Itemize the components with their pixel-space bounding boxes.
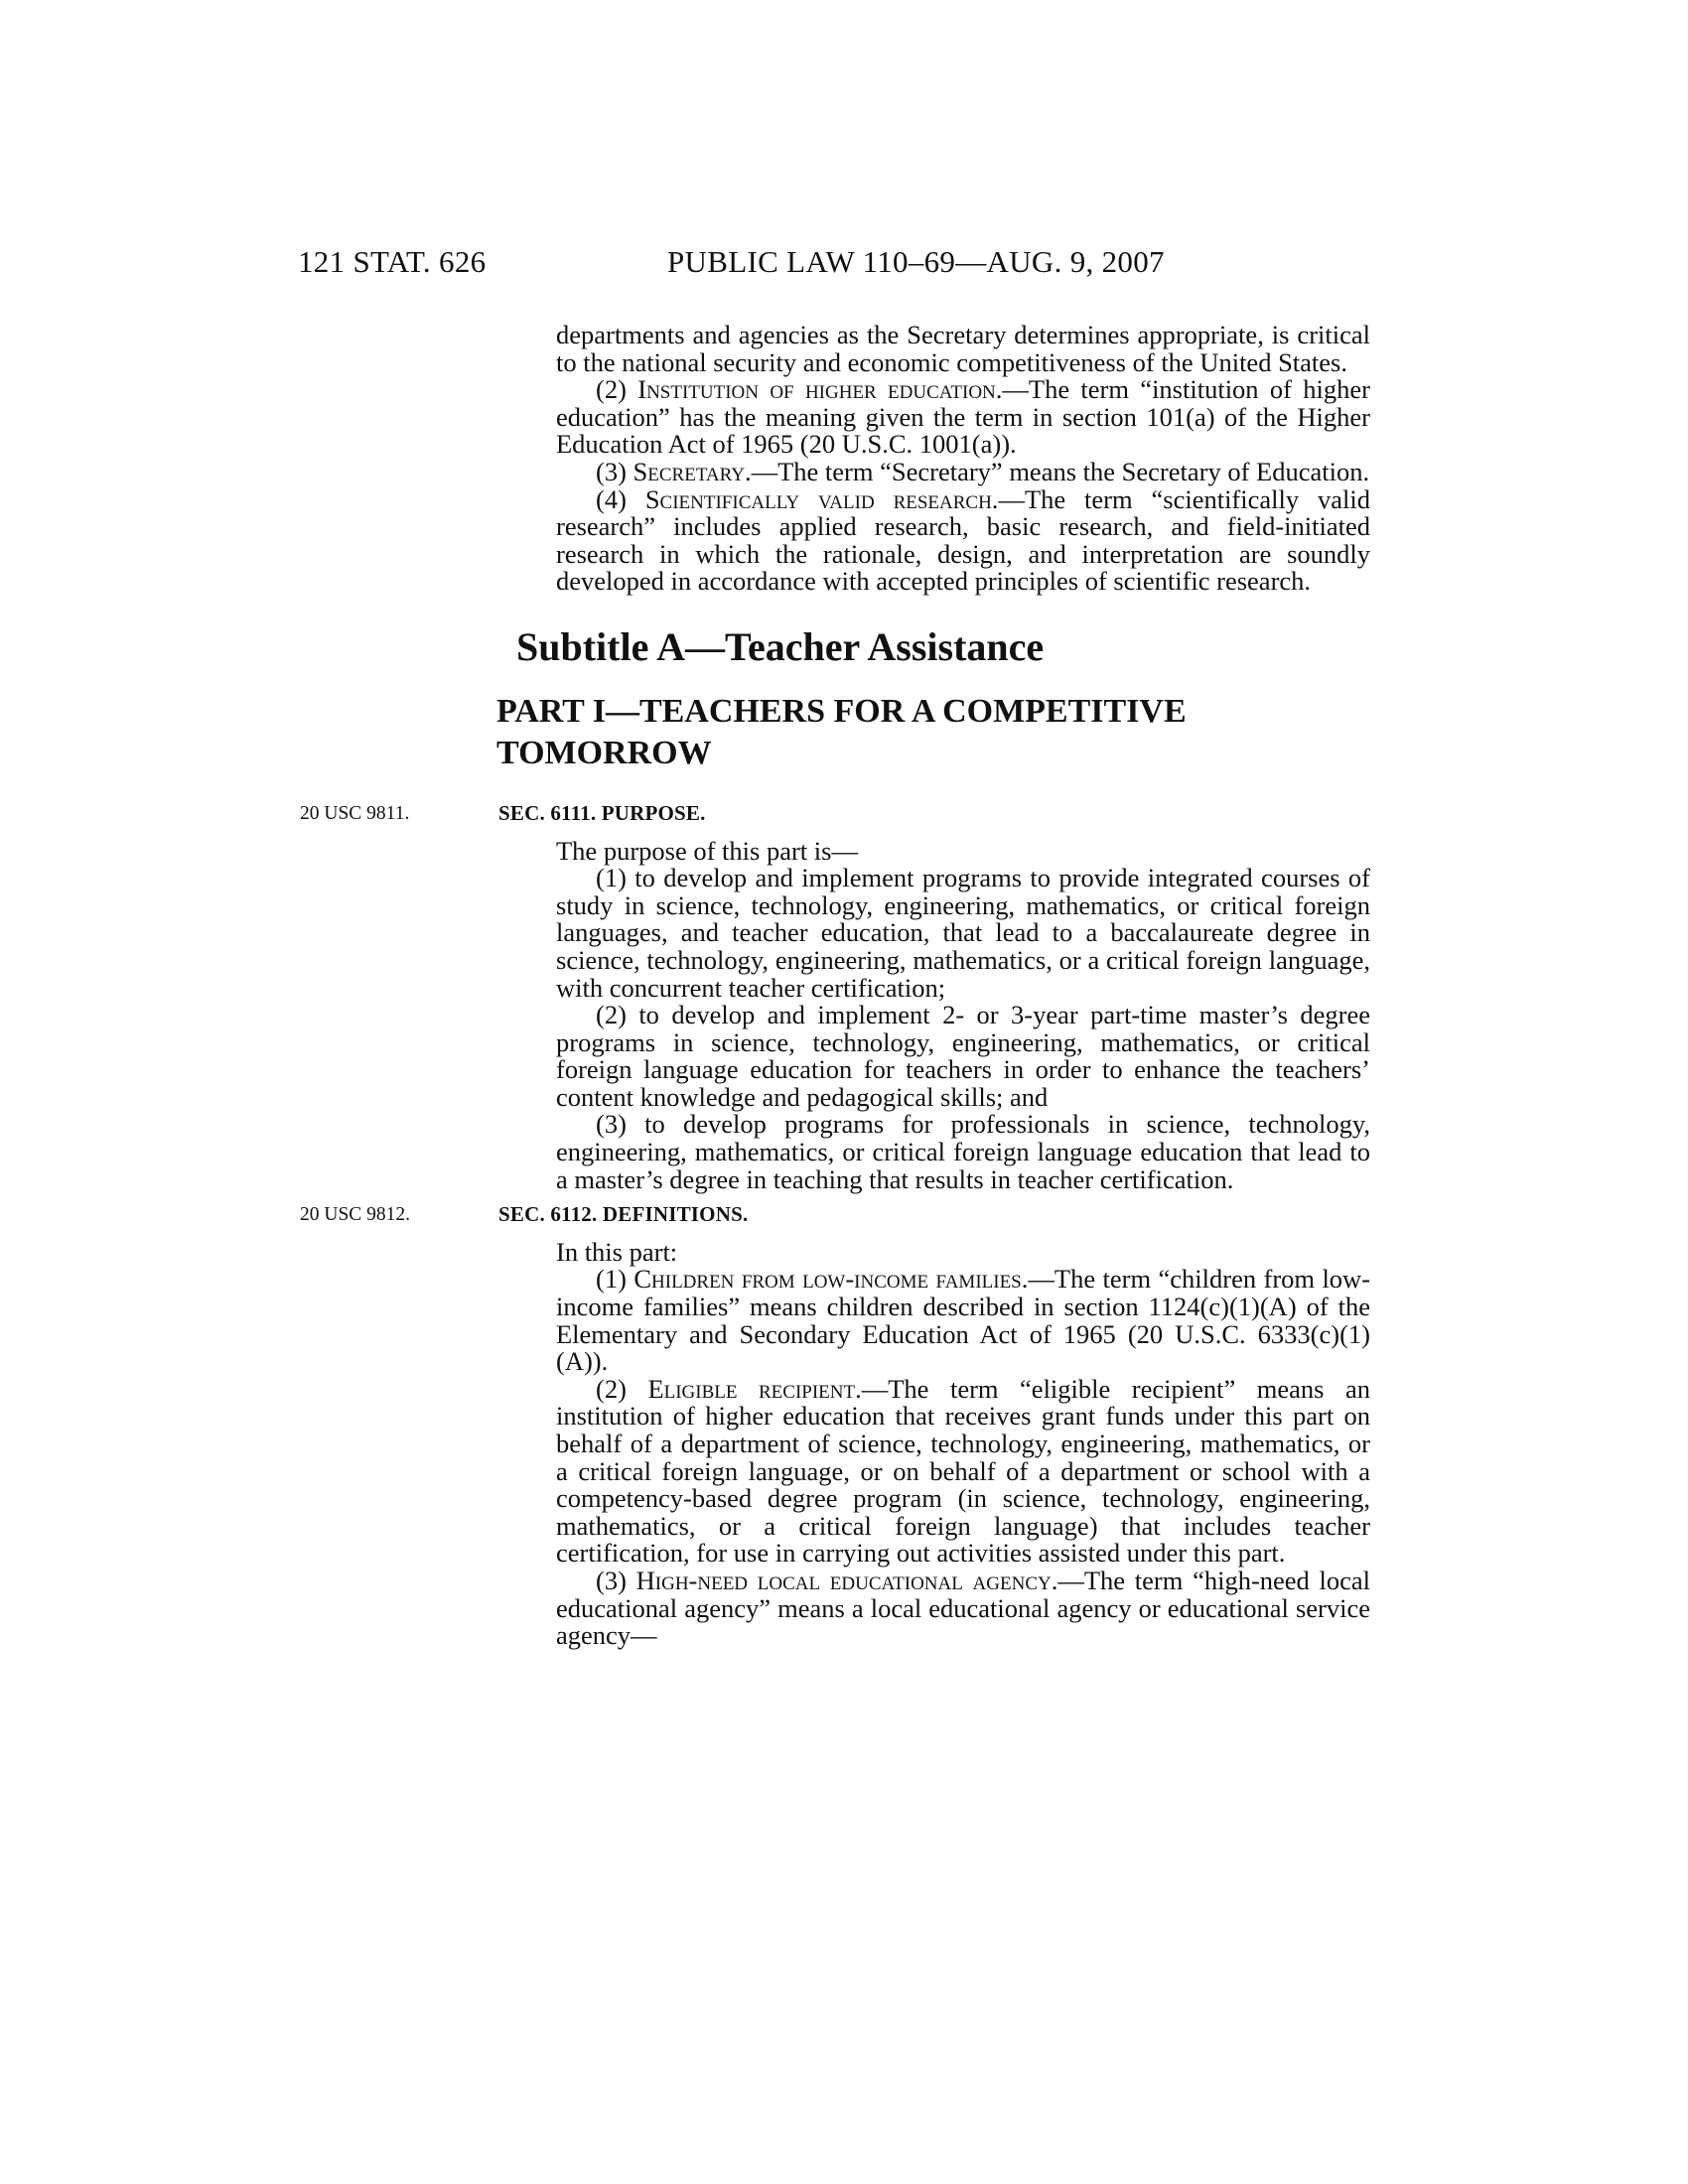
definition-text: —The term “high-need local educational agency” means a local educational agency or educational service agency— xyxy=(556,1565,1371,1651)
part-heading xyxy=(496,691,1430,774)
definition-term: Scientifically valid research. xyxy=(644,483,999,514)
definitions-list xyxy=(556,1266,1370,1649)
purpose-item: (2) to develop and implement 2- or 3-year part-time master’s degree programs in science, technology, engineering, mathematics, or critical foreign language education for teachers in order to enhance the teachers’ content knowledge and pedagogical skills; and xyxy=(556,1000,1370,1112)
section-heading: SEC. 6111. PURPOSE. xyxy=(498,800,706,825)
definition-number: (3) xyxy=(596,1565,627,1595)
law-title-header: PUBLIC LAW 110–69—AUG. 9, 2007 xyxy=(667,244,1165,279)
definition-number: (1) xyxy=(596,1264,627,1295)
section-heading: SEC. 6112. DEFINITIONS. xyxy=(498,1202,749,1227)
margin-citation: 20 USC 9812. xyxy=(300,1204,411,1226)
margin-citation: 20 USC 9811. xyxy=(300,802,410,824)
purpose-item: (3) to develop programs for professionals in science, technology, engineering, mathematics, or critical foreign language education that lead to a master’s degree in teaching that results in teacher certification. xyxy=(556,1109,1370,1194)
definition-institution xyxy=(556,376,1370,459)
subtitle-heading: Subtitle A—Teacher Assistance xyxy=(516,623,1045,669)
definition-secretary xyxy=(556,456,1370,486)
definition-term: Institution of higher education. xyxy=(637,374,1003,405)
body-column xyxy=(300,320,1371,1651)
part-heading-line2: TOMORROW xyxy=(496,734,712,771)
stat-page-number: 121 STAT. 626 xyxy=(298,244,487,279)
definition-term: Eligible recipient. xyxy=(647,1373,862,1404)
definition-text: —The term “Secretary” means the Secretary of Education. xyxy=(751,456,1370,486)
definition-term: Children from low-income families. xyxy=(633,1264,1029,1295)
definition-scientifically-valid-research xyxy=(556,483,1370,597)
part-heading-line1: PART I—TEACHERS FOR A COMPETITIVE xyxy=(496,692,1187,730)
running-header xyxy=(298,244,1390,284)
section-6112 xyxy=(300,1201,1370,1229)
definition-item xyxy=(556,1373,1371,1569)
purpose-item: (1) to develop and implement programs to provide integrated courses of study in science, technology, engineering, mathematics, or critical foreign languages, and teacher education, that lead to a baccalaureate degree in science, technology, engineering, mathematics, or a critical foreign language, with concurrent teacher certification; xyxy=(556,863,1370,1003)
definition-item xyxy=(556,1565,1371,1651)
definition-item xyxy=(556,1266,1370,1375)
continued-paragraph: departments and agencies as the Secretary determines appropriate, is critical to the national security and economic competitiveness of the United States. xyxy=(556,320,1370,377)
definition-text: —The term “children from low-income families” means children described in section 1124(c)(1)(A) of the Elementary and Secondary Education Act of 1965 (20 U.S.C. 6333(c)(1)(A)). xyxy=(556,1264,1371,1377)
definition-text: —The term “scientifically valid research” includes applied research, basic research, and field-initiated research in which the rationale, design, and interpretation are soundly developed in accordance with accepted principles of scientific research. xyxy=(556,483,1370,597)
section-intro: The purpose of this part is— xyxy=(556,835,858,866)
definition-number: (2) xyxy=(596,1373,627,1404)
section-intro: In this part: xyxy=(556,1236,678,1267)
definition-term: High-need local educational agency. xyxy=(635,1565,1058,1595)
definition-text: —The term “eligible recipient” means an institution of higher education that receives grant funds under this part on behalf of a department of science, technology, engineering, mathematics, or a critical foreign language, or on behalf of a department or school with a competency-based degree program (in science, technology, engineering, mathematics, or a critical foreign language) that includes teacher certification, for use in carrying out activities assisted under this part. xyxy=(556,1373,1371,1569)
definition-text: —The term “institution of higher education” has the meaning given the term in section 101(a) of the Higher Education Act of 1965 (20 U.S.C. 1001(a)). xyxy=(556,374,1370,460)
definition-term: Secretary. xyxy=(633,456,752,486)
section-6111 xyxy=(300,800,1370,828)
purpose-list xyxy=(556,865,1370,1193)
definition-number: (3) xyxy=(596,456,627,486)
definition-number: (4) xyxy=(596,483,627,514)
definition-number: (2) xyxy=(596,374,627,405)
